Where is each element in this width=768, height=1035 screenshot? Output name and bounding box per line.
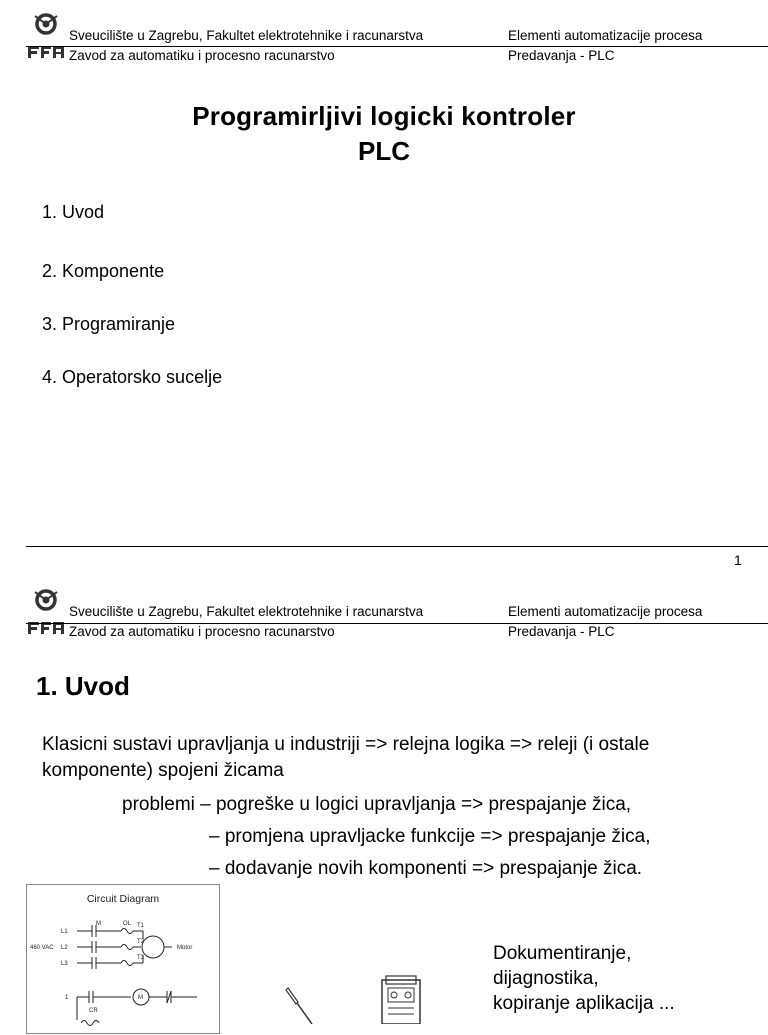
diagram-label-t3: T3 xyxy=(137,955,145,961)
diagram-label-t2: T2 xyxy=(137,939,145,945)
note-line-1: Dokumentiranje, xyxy=(493,943,632,964)
header-university: Sveucilište u Zagrebu, Fakultet elektrotehnike i racunarstva xyxy=(69,604,424,619)
header-department: Zavod za automatiku i procesno racunarstvo xyxy=(69,48,335,63)
footer-rule xyxy=(26,546,768,547)
screwdriver-icon xyxy=(282,984,322,1024)
diagram-label-voltage: 460 VAC xyxy=(30,945,54,951)
header-lecture: Predavanja - PLC xyxy=(508,48,615,63)
note-line-2: dijagnostika, xyxy=(493,968,599,989)
diagram-label-motor-coil: M xyxy=(138,995,143,1001)
header-department: Zavod za automatiku i procesno racunarstvo xyxy=(69,624,335,639)
diagram-label-t1: T1 xyxy=(137,923,145,929)
slide-title: Programirljivi logicki kontroler xyxy=(192,101,576,131)
problem-line-2: – promjena upravljacke funkcije => prespajanje žica, xyxy=(209,826,651,847)
relay-icon xyxy=(374,972,430,1024)
section-heading: 1. Uvod xyxy=(36,671,130,701)
intro-line-1: Klasicni sustavi upravljanja u industriji => relejna logika => releji (i ostale xyxy=(42,734,650,755)
toc-item-uvod: 1. Uvod xyxy=(42,202,105,222)
diagram-title: Circuit Diagram xyxy=(86,893,160,905)
fer-logo-icon xyxy=(26,12,66,60)
circuit-diagram xyxy=(26,884,220,1034)
problem-line-1: problemi – pogreške u logici upravljanja => prespajanje žica, xyxy=(122,794,632,815)
header-course: Elementi automatizacije procesa xyxy=(508,604,703,619)
fer-logo-icon xyxy=(26,588,66,636)
diagram-label-cr: CR xyxy=(89,1008,98,1014)
page-number: 1 xyxy=(734,552,742,568)
toc-item-komponente: 2. Komponente xyxy=(42,261,165,281)
problem-line-3: – dodavanje novih komponenti => prespajanje žica. xyxy=(209,858,643,879)
toc-item-programiranje: 3. Programiranje xyxy=(42,314,176,334)
header-lecture: Predavanja - PLC xyxy=(508,624,615,639)
intro-line-2: komponente) spojeni žicama xyxy=(42,760,284,781)
header-course: Elementi automatizacije procesa xyxy=(508,28,703,43)
note-line-3: kopiranje aplikacija ... xyxy=(493,993,675,1014)
slide-subtitle: PLC xyxy=(358,136,410,166)
diagram-label-l2: L2 xyxy=(61,945,68,951)
header-rule xyxy=(26,46,768,47)
circuit-diagram-drawing xyxy=(27,885,221,1035)
header-university: Sveucilište u Zagrebu, Fakultet elektrotehnike i racunarstva xyxy=(69,28,424,43)
diagram-label-motor: Motor xyxy=(177,945,193,951)
diagram-label-m: M xyxy=(96,921,101,927)
diagram-label-rung-1: 1 xyxy=(65,995,69,1001)
diagram-label-ol: OL xyxy=(123,921,132,927)
diagram-label-l1: L1 xyxy=(61,929,68,935)
diagram-label-l3: L3 xyxy=(61,961,68,967)
toc-item-operatorsko-sucelje: 4. Operatorsko sucelje xyxy=(42,367,223,387)
